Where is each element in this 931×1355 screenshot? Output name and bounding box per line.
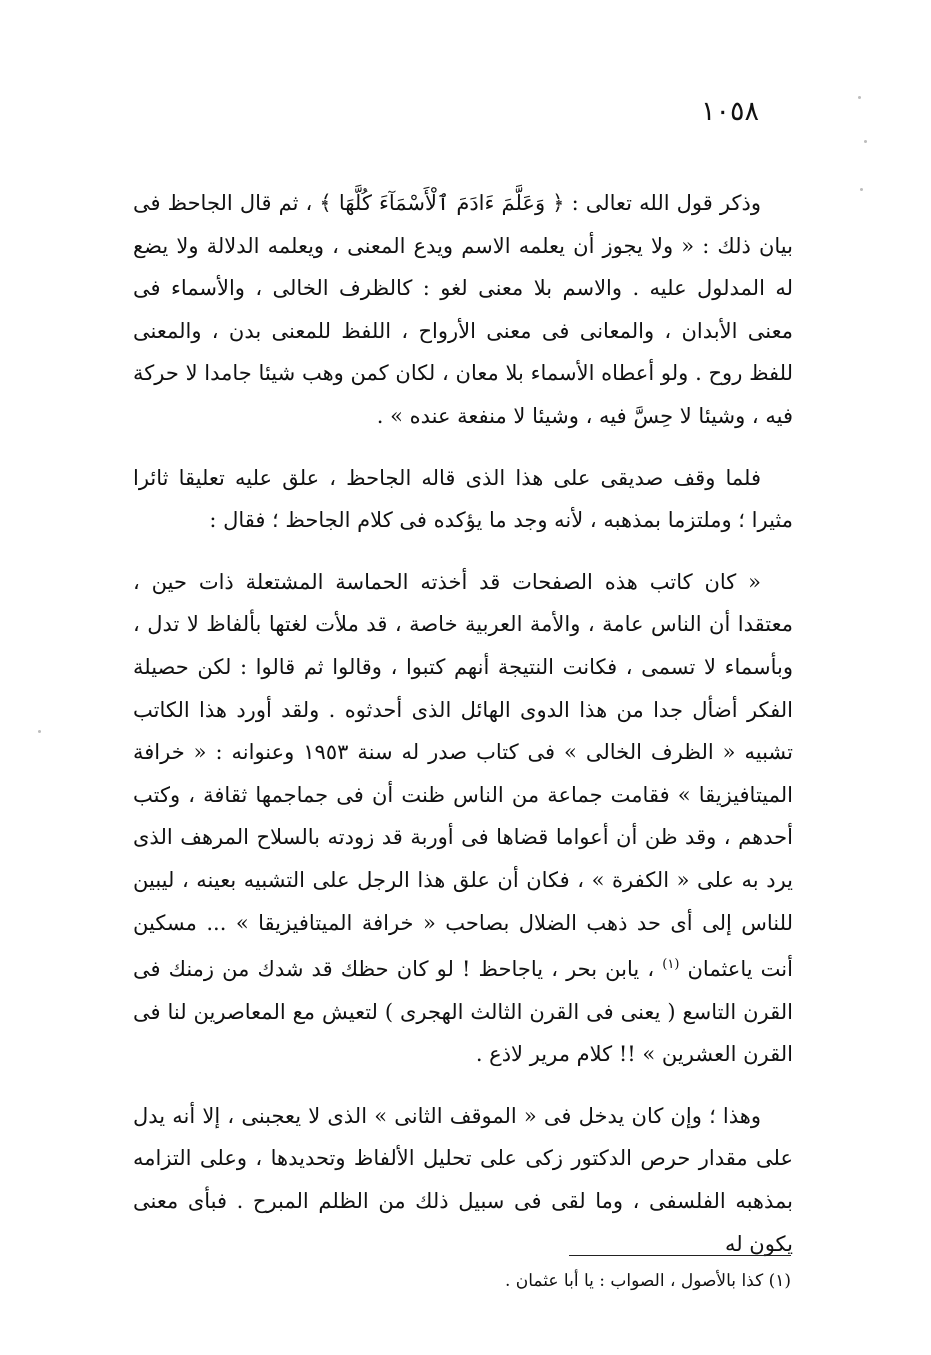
scan-speck (860, 188, 863, 191)
paragraph-3 (133, 561, 793, 1076)
scan-speck (858, 96, 861, 99)
paragraph-2: فلما وقف صديقى على هذا الذى قاله الجاحظ ، علق عليه تعليقا ثائرا مثيرا ؛ وملتزما بمذهبه ، لأنه وجد ما يؤكده فى كلام الجاحظ ؛ فقال : (133, 465, 793, 533)
footnote-divider (569, 1255, 791, 1256)
quote-text: « كان كاتب هذه الصفحات قد أخذته الحماسة المشتعلة ذات حين ، معتقدا أن الناس عامة ، والأمة العربية خاصة ، قد ملأت لغتها بألفاظ لا تدل ، وبأسماء لا تسمى ، فكانت النتيجة أنهم كتبوا ، وقالوا ثم قالوا : لكن حصيلة الفكر أضأل جدا من هذا الدوى الهائل الذى أحدثوه . ولقد أورد هذا الكاتب تشبيه « الظرف الخالى » فى كتاب صدر له سنة ١٩٥٣ وعنوانه : « خرافة الميتافيزيقا » فقامت جماعة من الناس ظنت أن فى جماجمها ثقافة ، وكتب أحدهم ، وقد ظن أن أعواما قضاها فى أوربة قد زودته بالسلاح المرهف الذى يرد به على « الكفرة » ، فكان أن علق هذا الرجل على التشبيه بعينه ، ليبين للناس إلى أى حد ذهب الضلال بصاحب « خرافة الميتافيزيقا » ... مسكين أنت ياعثمان (133, 569, 793, 982)
page-number: ١٠٥٨ (700, 96, 759, 127)
paragraph-4: وهذا ؛ وإن كان يدخل فى « الموقف الثانى » الذى لا يعجبنى ، إلا أنه يدل على مقدار حرص الدكتور زكى على تحليل الألفاظ وتحديدها ، وعلى التزامه بمذهبه الفلسفى ، وما لقى فى سبيل ذلك من الظلم المبرح . فبأى معنى يكون له (133, 1103, 793, 1256)
quote-text-continued: ، يابن بحر ، ياجاحظ ! لو كان حظك قد شدك من زمنك فى القرن التاسع ( يعنى فى القرن الثالث الهجرى ) لتعيش مع المعاصرين لنا فى القرن العشرين » !! كلام مرير لاذع . (133, 957, 793, 1067)
footnote: (١) كذا بالأصول ، الصواب : يا أبا عثمان . (504, 1271, 791, 1291)
main-text (133, 182, 793, 1265)
footnote-marker[interactable]: (١) (662, 957, 680, 973)
scan-speck (38, 730, 41, 733)
paragraph-1: وذكر قول الله تعالى : ﴿ وَعَلَّمَ ءَادَمَ ٱلْأَسْمَآءَ كُلَّهَا ﴾ ، ثم قال الجاحظ فى بيان ذلك : « ولا يجوز أن يعلمه الاسم ويدع المعنى ، ويعلمه الدلالة ولا يضع له المدلول عليه . والاسم بلا معنى لغو : كالظرف الخالى ، والأسماء فى معنى الأبدان ، والمعانى فى معنى الأرواح ، اللفظ للمعنى بدن ، والمعنى للفظ روح . ولو أعطاه الأسماء بلا معان ، لكان كمن وهب شيئا جامدا لا حركة فيه ، وشيئا لا حِسَّ فيه ، وشيئا لا منفعة عنده » . (133, 191, 793, 428)
scan-speck (864, 140, 867, 143)
